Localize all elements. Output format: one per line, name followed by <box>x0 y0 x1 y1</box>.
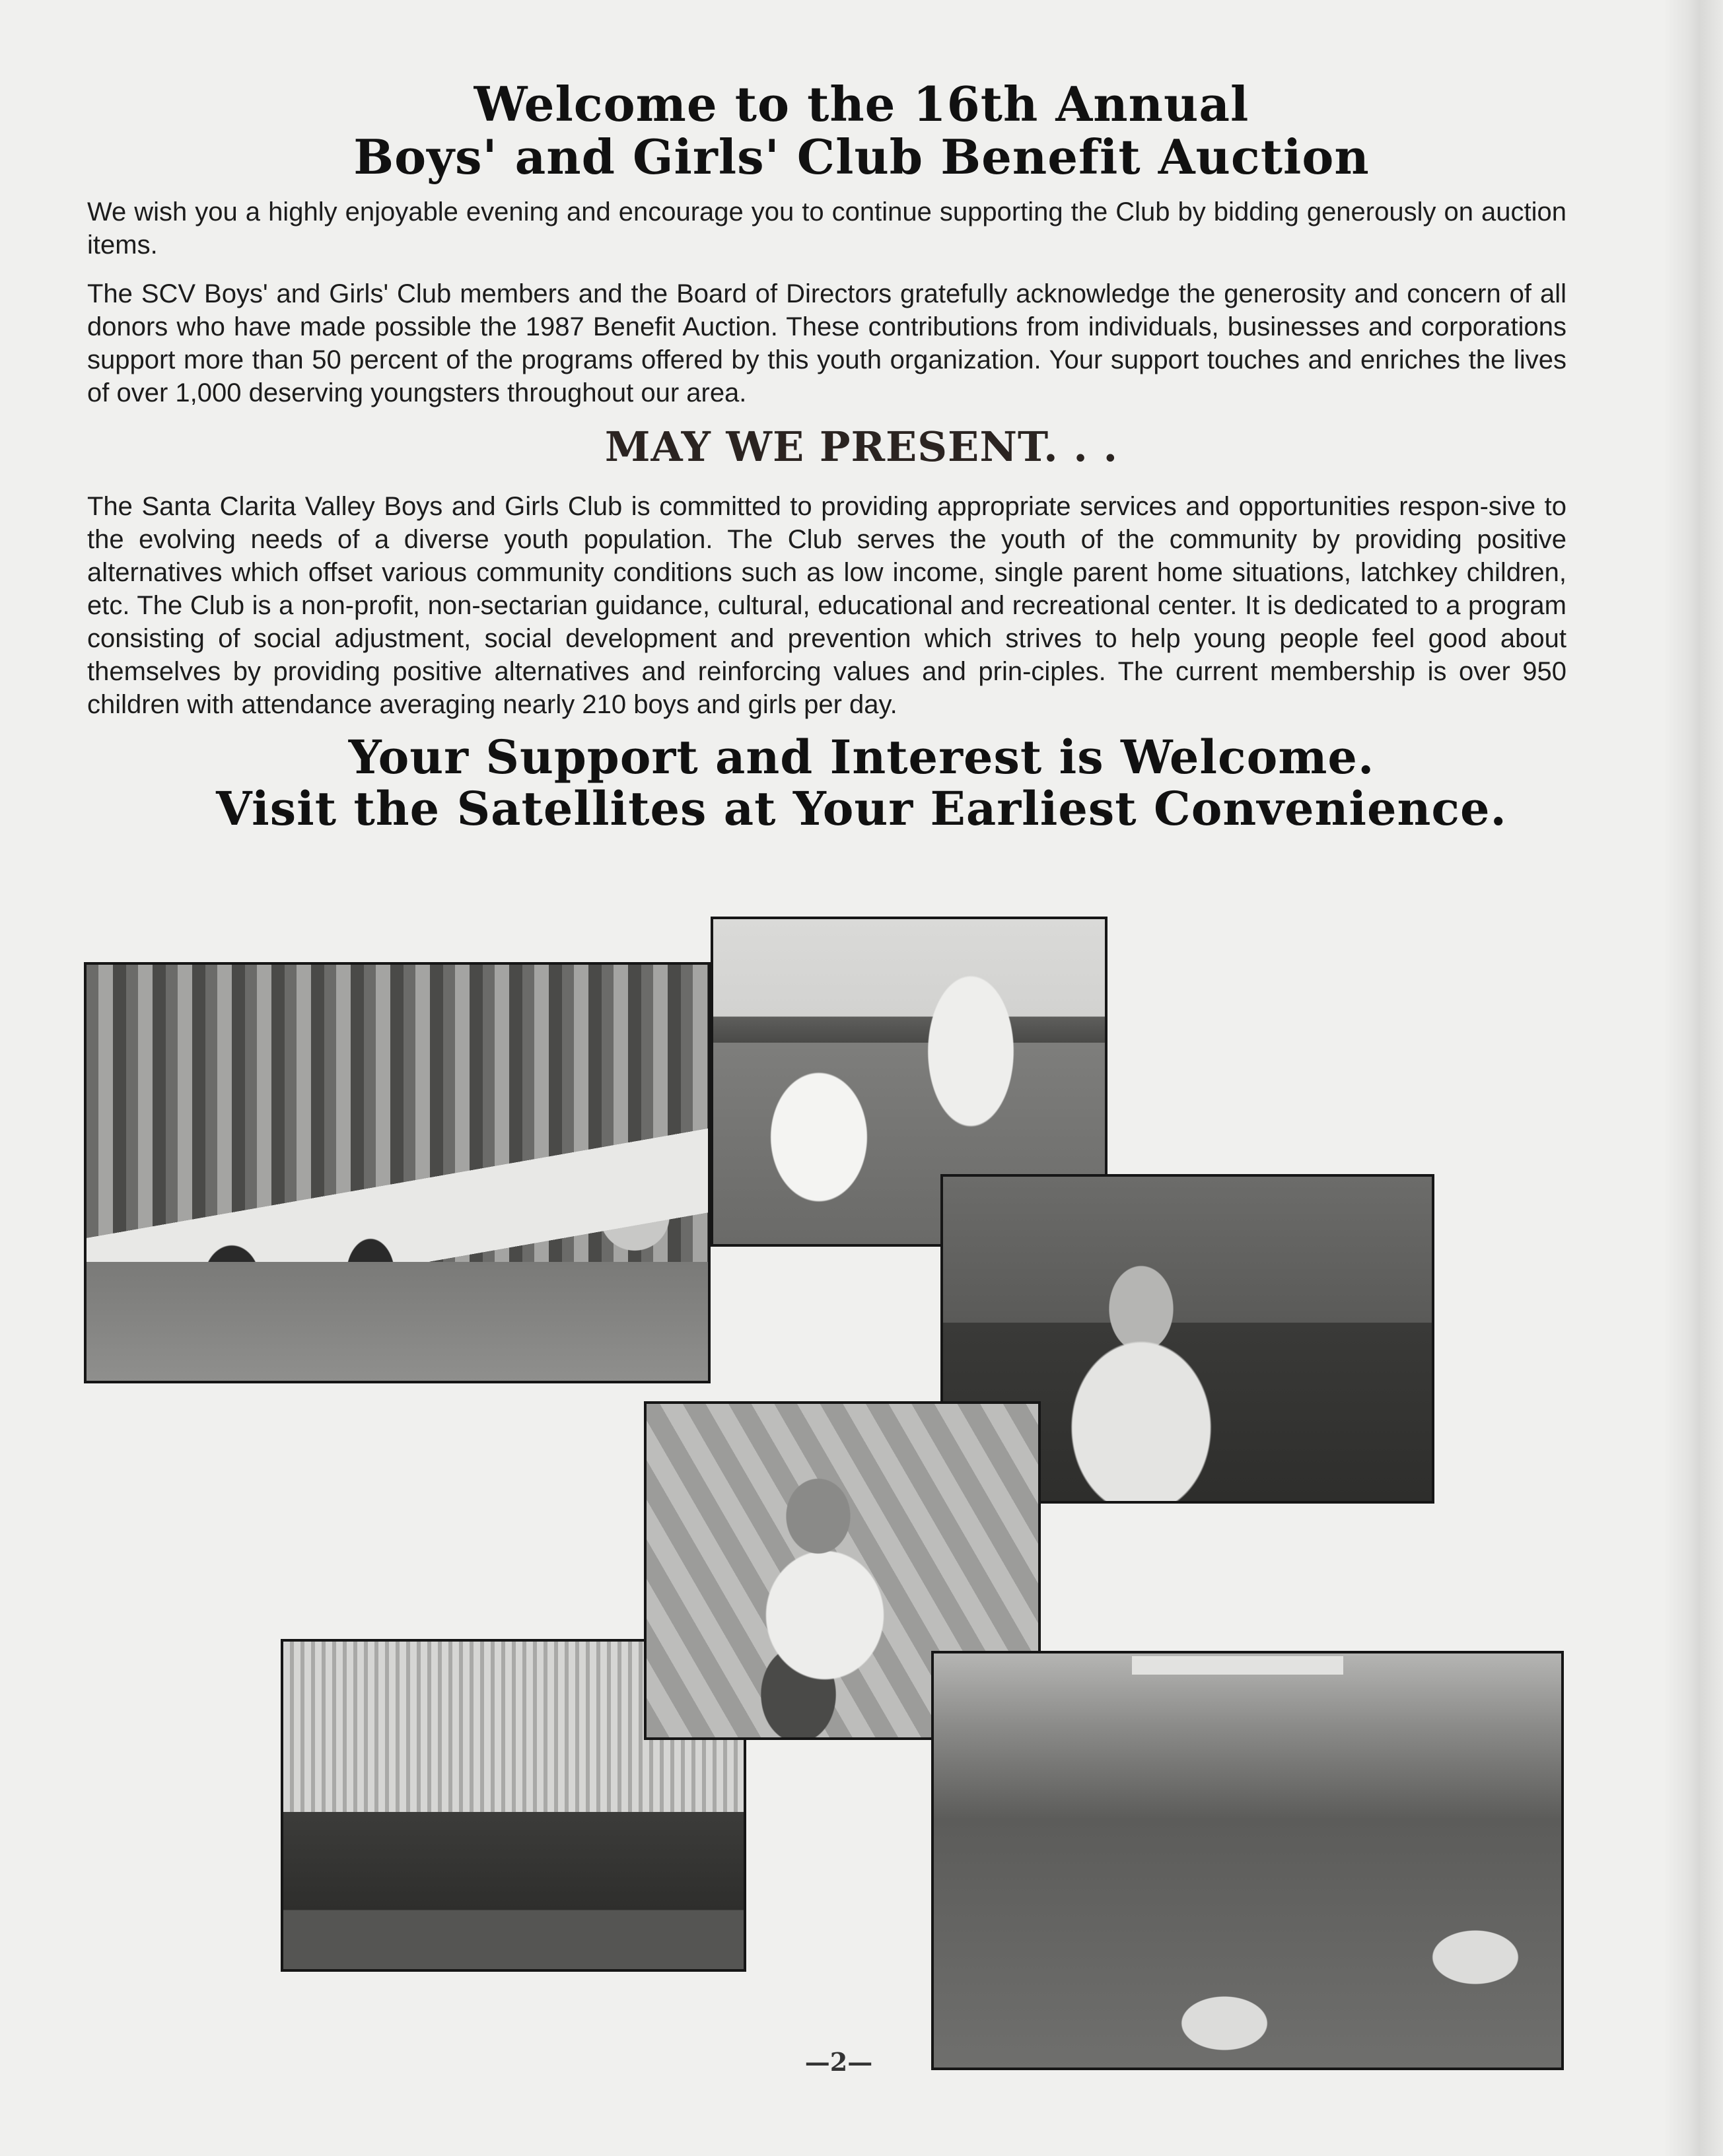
photo-dance-hall <box>931 1651 1564 2070</box>
intro-paragraph-2: The SCV Boys' and Girls' Club members and the Board of Directors gratefully acknowledge the generosity and concern of all donors who have made possible the 1987 Benefit Auction. These contributions from individuals, businesses and corporations support more than 50 percent of the programs offered by this youth organization. Your support touches and enriches the lives of over 1,000 deserving youngsters throughout our area. <box>87 279 1566 407</box>
page-number: —2— <box>804 2047 873 2077</box>
section-paragraph: The Santa Clarita Valley Boys and Girls Club is committed to providing appropriate services and opportunities respon-sive to the evolving needs of a diverse youth population. The Club serves the youth of the community by providing positive alternatives which offset various community conditions such as low income, single parent home situations, latchkey children, etc. The Club is a non-profit, non-sectarian guidance, cultural, educational and recreational center. It is dedicated to a program consisting of social adjustment, social development and prevention which strives to help young people feel good about themselves by providing positive alternatives and reinforcing values and prin-ciples. The current membership is over 950 children with attendance averaging nearly 210 boys and girls per day. <box>87 492 1566 719</box>
closing-line-2: Visit the Satellites at Your Earliest Convenience. <box>216 781 1507 836</box>
hall-banner <box>1132 1656 1343 1675</box>
closing-line-1: Your Support and Interest is Welcome. <box>348 730 1375 784</box>
section-heading: MAY WE PRESENT. . . <box>604 423 1119 471</box>
title-line-2: Boys' and Girls' Club Benefit Auction <box>353 129 1370 185</box>
photo-golf-cart <box>84 962 711 1383</box>
closing-title <box>0 732 1723 835</box>
page-fold-edge <box>1664 0 1723 2156</box>
title-line-1: Welcome to the 16th Annual <box>474 76 1249 132</box>
page-title <box>0 78 1723 184</box>
intro-paragraph-1: We wish you a highly enjoyable evening and encourage you to continue supporting the Club by bidding generously on auction items. <box>87 197 1566 260</box>
